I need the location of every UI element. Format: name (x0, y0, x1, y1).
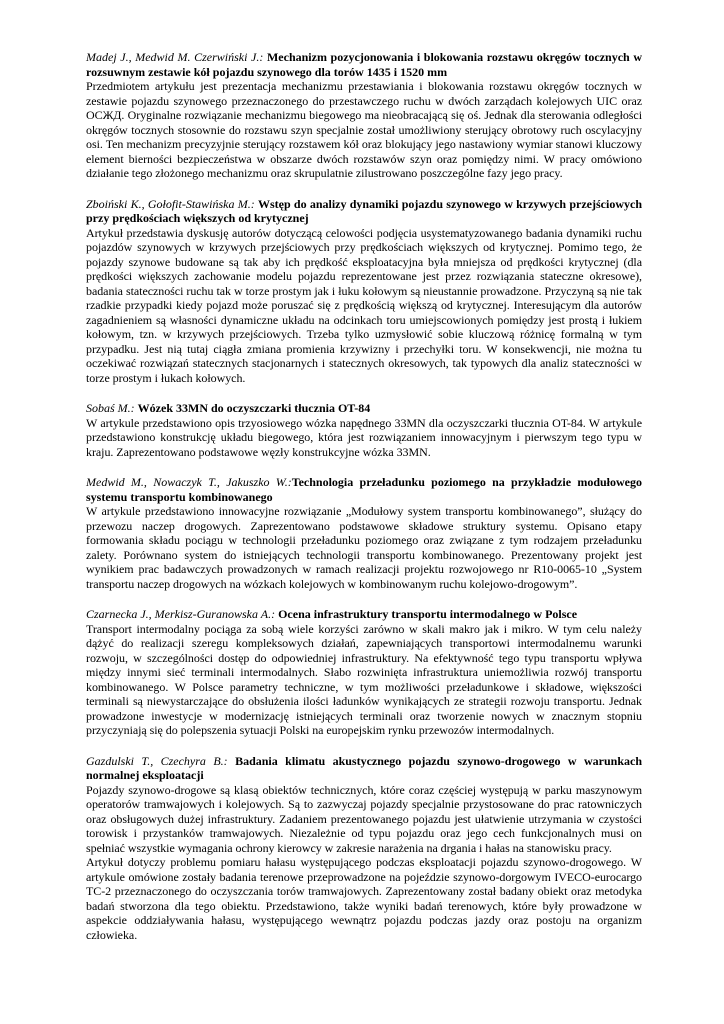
article-authors: Zboiński K., Gołofit-Stawińska M.: (86, 196, 255, 211)
article-heading (86, 475, 642, 504)
article-entry (86, 197, 642, 386)
abstract-paragraph: Transport intermodalny pociąga za sobą wiele korzyści zarówno w skali makro jak i mikro. W tym celu należy dążyć do realizacji szeregu kompleksowych działań, zapewniających transportowi intermodalnemu warunki rozwoju, w szczególności dostęp do odpowiedniej infrastruktury. Na efektywność tego typu transportu wpływa między innymi sieć terminali intermodalnych. Słabo rozwinięta infrastruktura uniemożliwia rozwój transportu kombinowanego. W Polsce parametry techniczne, w tym możliwości przeładunkowe i składowe, większości terminali są niewystarczające do obsłużenia ilości ładunków wynikających ze strategii rozwoju transportu. Jednak prowadzone inwestycje w modernizację istniejących terminali oraz tworzenie nowych w znacznym stopniu przyczyniają się do polepszenia sytuacji Polski na europejskim rynku przewozów intermodalnych. (86, 621, 642, 737)
abstract-paragraph: Przedmiotem artykułu jest prezentacja mechanizmu przestawiania i blokowania rozstawu okręgów tocznych w zestawie pojazdu szynowego przeznaczonego do przestawczego ruchu w dwóch zarządach kolejowych UIC oraz OСЖД. Oryginalne rozwiązanie mechanizmu biegowego ma nieobracającą się oś. Jednak dla sterowania odległości okręgów tocznych stosownie do rozstawu szyn specjalnie został umożliwiony sterujący obrotowy ruch oscylacyjny osi. Ten mechanizm precyzyjnie sterujący rozstawem kół oraz blokujący jego nastawiony wymiar stanowi kluczowy element bierności bezpieczeństwa w obszarze dwóch rozstawów szyn oraz pomiędzy nimi. W pracy omówiono działanie tego złożonego mechanizmu oraz skrupulatnie zilustrowano poszczególne fazy jego pracy. (86, 79, 642, 180)
article-heading (86, 50, 642, 79)
article-abstract (86, 226, 642, 386)
article-title: Wstęp do analizy dynamiki pojazdu szynowego w krzywych przejściowych przy prędkościach większych od krytycznej (86, 196, 642, 225)
article-title: Mechanizm pozycjonowania i blokowania rozstawu okręgów tocznych w rozsuwnym zestawie kół pojazdu szynowego dla torów 1435 i 1520 mm (86, 50, 642, 79)
article-abstract (86, 504, 642, 591)
abstract-paragraph: W artykule przedstawiono innowacyjne rozwiązanie „Modułowy system transportu kombinowanego”, służący do przewozu naczep drogowych. Zaprezentowano podstawowe składowe struktury systemu. Opisano etapy formowania składu pociągu w technologii przeładunku poziomego oraz związane z tym rodzajem przeładunku zalety. Porównano system do istniejących technologii transportu kombinowanego. Prezentowany projekt jest wynikiem prac badawczych prowadzonych w ramach realizacji projektu rozwojowego nr R10-0065-10 „System transportu naczep drogowych na wózkach kolejowych w kombinowanym ruchu kolejowo-drogowym”. (86, 504, 642, 591)
article-title: Wózek 33MN do oczyszczarki tłucznia OT-84 (137, 401, 371, 415)
article-authors: Czarnecka J., Merkisz-Guranowska A.: (86, 607, 276, 621)
article-entry (86, 475, 642, 591)
article-authors: Gazdulski T., Czechyra B.: (86, 753, 228, 768)
article-authors: Sobaś M.: (86, 401, 135, 415)
abstract-paragraph: Artykuł przedstawia dyskusję autorów dotyczącą celowości podjęcia usystematyzowanego badania dynamiki ruchu pojazdów szynowych w krzywych przejściowych przy prędkościach większych od krytycznej. Pomimo tego, że pojazdy szynowe budowane są tak aby ich prędkość eksploatacyjna była mniejsza od prędkości krytycznej (dla prędkości większych zachowanie modelu pojazdu reprezentowane jest przez rozwiązania stateczne okresowe), badania stateczności ruchu tak w torze prostym jak i łuku kołowym są nieustannie prowadzone. Przyczyną są nie tak rzadkie przypadki kiedy pojazd może poruszać się z prędkością większą od krytycznej. Interesującym dla autorów zagadnieniem są własności dynamiczne układu na odcinkach toru umiejscowionych pomiędzy jest prostą i łukiem kołowym, tzn. w krzywych przejściowych. Trzeba tylko uzmysłowić sobie kluczową różnicę formalną w tym przypadku. Jest nią tutaj ciągła zmiana promienia krzywizny i przechyłki toru. W konsekwencji, nie można tu oczekiwać rozwiązań statecznych stacjonarnych i statecznych okresowych, tak typowych dla analiz stateczności w torze prostym i łukach kołowych. (86, 225, 642, 385)
article-title: Technologia przeładunku poziomego na przykładzie modułowego systemu transportu kombinowanego (86, 475, 642, 504)
article-entry (86, 754, 642, 943)
article-abstract (86, 622, 642, 738)
abstract-paragraph: Pojazdy szynowo-drogowe są klasą obiektów technicznych, które coraz częściej występują w parku maszynowym operatorów tramwajowych i kolejowych. Są to zazwyczaj pojazdy specjalnie przystosowane do prac ratowniczych oraz obsługowych dużej infrastruktury. Zadaniem prezentowanego pojazdu jest ułatwienie utrzymania w czystości torowisk i przystanków tramwajowych. Niezależnie od typu pojazdu oraz jego cech funkcjonalnych musi on spełniać wszystkie wymagania ochrony kierowcy w zakresie narażenia na drgania i hałas na stanowisku pracy. (86, 782, 642, 855)
abstract-paragraph: W artykule przedstawiono opis trzyosiowego wózka napędnego 33MN dla oczyszczarki tłucznia OT-84. W artykule przedstawiono konstrukcję układu biegowego, która jest rozwiązaniem innowacyjnym i pierwszym tego typu w kraju. Zaprezentowano podstawowe węzły konstrukcyjne wózka 33MN. (86, 415, 642, 459)
article-abstract (86, 783, 642, 943)
article-authors: Medwid M., Nowaczyk T., Jakuszko W.: (86, 475, 292, 489)
article-heading (86, 754, 642, 783)
article-entry (86, 401, 642, 459)
document-page (86, 50, 642, 958)
article-authors: Madej J., Medwid M. Czerwiński J.: (86, 50, 264, 64)
article-entry (86, 607, 642, 738)
article-heading (86, 607, 642, 622)
article-title: Ocena infrastruktury transportu intermodalnego w Polsce (278, 607, 578, 621)
article-heading (86, 401, 642, 416)
article-heading (86, 197, 642, 226)
article-entry (86, 50, 642, 181)
article-title: Badania klimatu akustycznego pojazdu szynowo-drogowego w warunkach normalnej eksploatacji (86, 753, 642, 782)
article-abstract (86, 79, 642, 181)
abstract-paragraph: Artykuł dotyczy problemu pomiaru hałasu występującego podczas eksploatacji pojazdu szynowo-drogowego. W artykule omówione zostały badania terenowe przeprowadzone na pojeździe szynowo-dorgowym IVECO-eurocargo TC-2 przeznaczonego do oczyszczania torów tramwajowych. Zaprezentowany został badany obiekt oraz metodyka badań stworzona dla tego obiektu. Przedstawiono, także wyniki badań terenowych, które były prowadzone w aspekcie oddziaływania hałasu, występującego wewnątrz pojazdu podczas jazdy oraz postoju na organizm człowieka. (86, 855, 642, 942)
article-abstract (86, 416, 642, 460)
